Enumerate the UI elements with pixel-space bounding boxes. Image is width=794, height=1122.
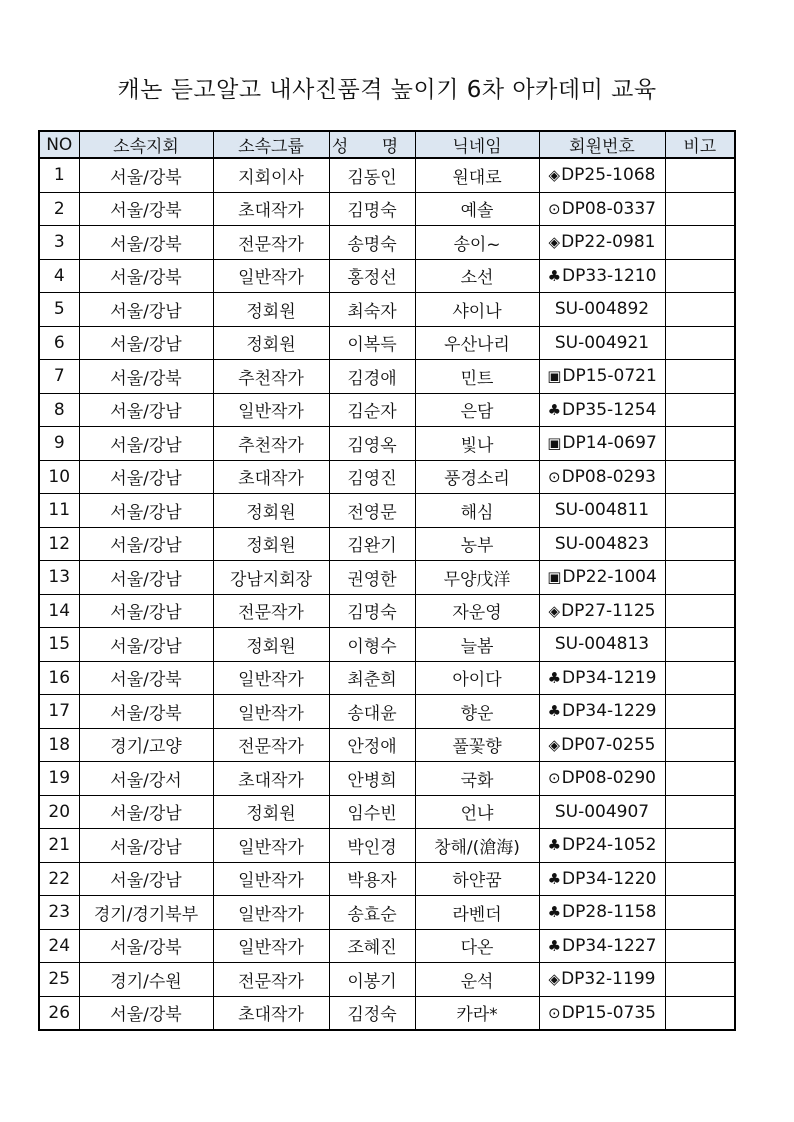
table-row [39,929,735,963]
row-note [665,259,735,293]
row-nickname: 늘봄 [415,628,539,662]
table-row [39,896,735,930]
row-nickname: 소선 [415,259,539,293]
row-name: 김동인 [329,158,415,192]
row-name: 안병희 [329,762,415,796]
row-nickname: 하얀꿈 [415,862,539,896]
row-no: 18 [39,728,79,762]
row-no: 16 [39,661,79,695]
member-grade-icon: ▣ [547,367,562,386]
row-member-no [539,326,665,360]
participant-table [38,130,736,1031]
row-region: 서울/강남 [79,829,213,863]
member-grade-icon: ⊙ [548,467,561,486]
row-member-no [539,561,665,595]
row-region: 서울/강북 [79,158,213,192]
row-name: 송효순 [329,896,415,930]
row-no: 22 [39,862,79,896]
row-group: 초대작가 [213,762,329,796]
member-grade-icon: ⊙ [548,769,561,788]
row-member-no [539,996,665,1030]
row-name: 이봉기 [329,963,415,997]
row-region: 서울/강북 [79,695,213,729]
member-grade-icon: ⊙ [548,199,561,218]
table-row [39,628,735,662]
row-member-no [539,963,665,997]
member-code: DP32-1199 [561,969,656,990]
row-member-no [539,293,665,327]
row-name: 최숙자 [329,293,415,327]
row-note [665,929,735,963]
row-no: 4 [39,259,79,293]
row-group: 일반작가 [213,393,329,427]
row-no: 24 [39,929,79,963]
row-name: 김경애 [329,360,415,394]
row-nickname: 창해/(滄海) [415,829,539,863]
row-nickname: 운석 [415,963,539,997]
row-nickname: 향운 [415,695,539,729]
row-group: 일반작가 [213,695,329,729]
table-row [39,561,735,595]
table-row [39,862,735,896]
member-code: SU-004892 [554,299,650,320]
member-code: DP15-0721 [562,366,657,387]
table-row [39,192,735,226]
table-row [39,360,735,394]
table-row [39,594,735,628]
row-name: 김정숙 [329,996,415,1030]
row-member-no [539,259,665,293]
row-name: 김영진 [329,460,415,494]
row-group: 정회원 [213,527,329,561]
row-no: 2 [39,192,79,226]
row-region: 서울/강남 [79,326,213,360]
row-group: 전문작가 [213,963,329,997]
row-no: 15 [39,628,79,662]
member-code: DP34-1220 [562,868,657,889]
table-row [39,158,735,192]
member-code: SU-004907 [554,801,650,822]
row-nickname: 은담 [415,393,539,427]
row-nickname: 풍경소리 [415,460,539,494]
row-group: 지회이사 [213,158,329,192]
member-grade-icon: ♣ [547,869,562,888]
member-grade-icon: ⊙ [548,1003,561,1022]
row-member-no [539,695,665,729]
row-name: 김명숙 [329,192,415,226]
row-region: 서울/강남 [79,527,213,561]
row-region: 서울/강북 [79,360,213,394]
row-name: 송대윤 [329,695,415,729]
row-nickname: 자운영 [415,594,539,628]
member-code: SU-004813 [554,634,650,655]
member-grade-icon: ♣ [547,702,562,721]
row-note [665,226,735,260]
row-note [665,896,735,930]
row-nickname: 라벤더 [415,896,539,930]
row-note [665,695,735,729]
row-region: 서울/강남 [79,561,213,595]
row-nickname: 빛나 [415,427,539,461]
page-title: 캐논 듣고알고 내사진품격 높이기 6차 아카데미 교육 [117,77,657,103]
table-header-row [39,131,735,158]
row-note [665,661,735,695]
member-code: DP22-0981 [561,232,656,253]
table-row [39,762,735,796]
header-nickname: 닉네임 [415,131,539,158]
row-name: 임수빈 [329,795,415,829]
row-group: 일반작가 [213,259,329,293]
row-note [665,728,735,762]
row-name: 안정애 [329,728,415,762]
row-member-no [539,628,665,662]
row-region: 경기/경기북부 [79,896,213,930]
row-group: 추천작가 [213,427,329,461]
row-name: 김명숙 [329,594,415,628]
row-note [665,494,735,528]
row-name: 김영옥 [329,427,415,461]
row-region: 서울/강북 [79,192,213,226]
header-name: 성 명 [329,131,415,158]
member-grade-icon: ◈ [548,233,561,252]
header-no: NO [39,131,79,158]
table-row [39,695,735,729]
member-code: DP08-0290 [561,768,656,789]
row-member-no [539,460,665,494]
row-name: 최춘희 [329,661,415,695]
member-code: SU-004921 [554,332,650,353]
row-name: 김완기 [329,527,415,561]
row-member-no [539,929,665,963]
row-no: 20 [39,795,79,829]
row-no: 19 [39,762,79,796]
member-grade-icon: ◈ [548,601,561,620]
table-row [39,326,735,360]
row-member-no [539,829,665,863]
table-row [39,527,735,561]
member-code: DP33-1210 [562,265,657,286]
member-code: DP08-0337 [561,198,656,219]
row-nickname: 무양戊洋 [415,561,539,595]
row-group: 정회원 [213,628,329,662]
row-name: 전영문 [329,494,415,528]
member-grade-icon: ♣ [547,936,562,955]
row-region: 서울/강남 [79,628,213,662]
row-group: 정회원 [213,293,329,327]
row-nickname: 민트 [415,360,539,394]
row-name: 박인경 [329,829,415,863]
row-note [665,561,735,595]
member-code: DP22-1004 [562,567,657,588]
table-row [39,963,735,997]
row-region: 서울/강서 [79,762,213,796]
member-code: DP34-1219 [562,667,657,688]
table-row [39,259,735,293]
row-region: 경기/수원 [79,963,213,997]
member-code: DP27-1125 [561,600,656,621]
row-name: 홍정선 [329,259,415,293]
header-member-no: 회원번호 [539,131,665,158]
row-note [665,862,735,896]
row-note [665,963,735,997]
row-no: 26 [39,996,79,1030]
row-group: 정회원 [213,494,329,528]
row-group: 정회원 [213,326,329,360]
row-group: 정회원 [213,795,329,829]
row-region: 서울/강남 [79,427,213,461]
row-member-no [539,158,665,192]
row-member-no [539,226,665,260]
row-group: 초대작가 [213,460,329,494]
row-region: 서울/강북 [79,996,213,1030]
member-grade-icon: ♣ [547,836,562,855]
row-region: 서울/강북 [79,929,213,963]
row-note [665,360,735,394]
row-member-no [539,795,665,829]
row-note [665,829,735,863]
row-member-no [539,762,665,796]
row-no: 3 [39,226,79,260]
row-member-no [539,896,665,930]
row-nickname: 송이~ [415,226,539,260]
row-note [665,326,735,360]
row-name: 박용자 [329,862,415,896]
row-nickname: 풀꽃향 [415,728,539,762]
row-member-no [539,661,665,695]
member-grade-icon: ♣ [547,668,562,687]
row-note [665,996,735,1030]
header-group: 소속그룹 [213,131,329,158]
member-grade-icon: ◈ [548,970,561,989]
row-group: 일반작가 [213,862,329,896]
member-code: DP15-0735 [561,1002,656,1023]
row-group: 일반작가 [213,829,329,863]
member-code: DP14-0697 [562,433,657,454]
row-nickname: 농부 [415,527,539,561]
table-row [39,829,735,863]
row-note [665,293,735,327]
row-no: 7 [39,360,79,394]
row-note [665,192,735,226]
header-note: 비고 [665,131,735,158]
row-group: 추천작가 [213,360,329,394]
member-grade-icon: ◈ [548,166,561,185]
member-grade-icon: ▣ [547,434,562,453]
row-region: 서울/강남 [79,862,213,896]
header-region: 소속지회 [79,131,213,158]
row-no: 11 [39,494,79,528]
row-note [665,795,735,829]
member-code: DP25-1068 [561,165,656,186]
row-nickname: 우산나리 [415,326,539,360]
member-code: DP28-1158 [562,902,657,923]
row-note [665,460,735,494]
member-code: SU-004823 [554,533,650,554]
row-note [665,628,735,662]
member-code: DP24-1052 [562,835,657,856]
row-nickname: 다온 [415,929,539,963]
row-group: 초대작가 [213,192,329,226]
row-member-no [539,594,665,628]
table-row [39,293,735,327]
table-row [39,460,735,494]
row-region: 서울/강남 [79,293,213,327]
row-no: 14 [39,594,79,628]
table-row [39,494,735,528]
table-body [39,158,735,1030]
row-no: 10 [39,460,79,494]
row-name: 조혜진 [329,929,415,963]
row-no: 5 [39,293,79,327]
row-group: 전문작가 [213,594,329,628]
row-nickname: 국화 [415,762,539,796]
row-no: 25 [39,963,79,997]
row-group: 전문작가 [213,728,329,762]
member-grade-icon: ♣ [547,266,562,285]
member-code: DP34-1227 [562,935,657,956]
member-grade-icon: ♣ [547,400,562,419]
member-code: DP07-0255 [561,734,656,755]
table-row [39,393,735,427]
member-code: SU-004811 [554,500,650,521]
member-code: DP34-1229 [562,701,657,722]
row-note [665,158,735,192]
table-row [39,996,735,1030]
row-region: 경기/고양 [79,728,213,762]
row-note [665,427,735,461]
table-row [39,226,735,260]
row-note [665,762,735,796]
row-member-no [539,360,665,394]
row-no: 8 [39,393,79,427]
row-region: 서울/강남 [79,795,213,829]
row-group: 초대작가 [213,996,329,1030]
table-row [39,661,735,695]
member-code: DP35-1254 [562,399,657,420]
row-group: 강남지회장 [213,561,329,595]
row-nickname: 카라* [415,996,539,1030]
row-group: 전문작가 [213,226,329,260]
row-note [665,527,735,561]
row-member-no [539,728,665,762]
row-nickname: 원대로 [415,158,539,192]
row-nickname: 샤이나 [415,293,539,327]
table-row [39,427,735,461]
row-no: 9 [39,427,79,461]
row-group: 일반작가 [213,929,329,963]
row-member-no [539,393,665,427]
row-region: 서울/강북 [79,661,213,695]
row-region: 서울/강남 [79,393,213,427]
row-no: 21 [39,829,79,863]
row-region: 서울/강북 [79,259,213,293]
row-nickname: 언냐 [415,795,539,829]
row-no: 23 [39,896,79,930]
row-name: 권영한 [329,561,415,595]
row-nickname: 예솔 [415,192,539,226]
member-grade-icon: ▣ [547,568,562,587]
row-member-no [539,527,665,561]
row-group: 일반작가 [213,661,329,695]
row-region: 서울/강남 [79,494,213,528]
row-no: 13 [39,561,79,595]
row-name: 송명숙 [329,226,415,260]
member-grade-icon: ♣ [547,903,562,922]
row-name: 이복득 [329,326,415,360]
row-name: 이형수 [329,628,415,662]
row-no: 12 [39,527,79,561]
row-nickname: 아이다 [415,661,539,695]
row-region: 서울/강남 [79,460,213,494]
table-row [39,795,735,829]
row-nickname: 해심 [415,494,539,528]
row-note [665,393,735,427]
row-member-no [539,192,665,226]
table-row [39,728,735,762]
member-grade-icon: ◈ [548,735,561,754]
row-region: 서울/강남 [79,594,213,628]
row-note [665,594,735,628]
row-group: 일반작가 [213,896,329,930]
row-region: 서울/강북 [79,226,213,260]
row-no: 6 [39,326,79,360]
row-name: 김순자 [329,393,415,427]
member-code: DP08-0293 [561,466,656,487]
row-no: 17 [39,695,79,729]
row-member-no [539,862,665,896]
row-member-no [539,427,665,461]
row-no: 1 [39,158,79,192]
row-member-no [539,494,665,528]
